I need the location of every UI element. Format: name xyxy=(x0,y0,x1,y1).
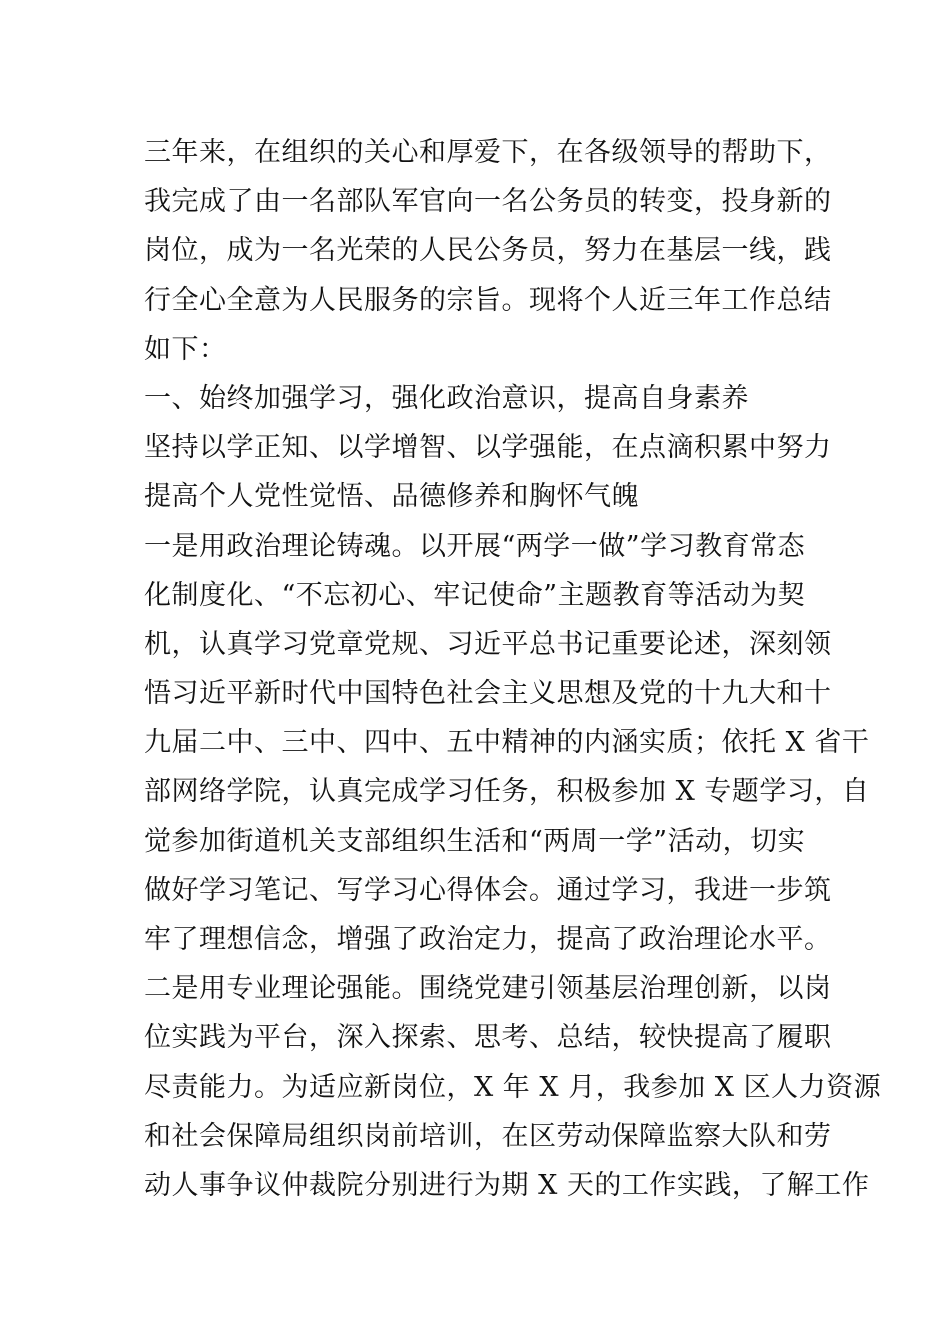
text-line: 和社会保障局组织岗前培训，在区劳动保障监察大队和劳 xyxy=(144,1120,832,1152)
text-line: 觉参加街道机关支部组织生活和“两周一学”活动，切实 xyxy=(144,825,806,857)
text-line: 牢了理想信念，增强了政治定力，提高了政治理论水平。 xyxy=(144,924,832,955)
text-line: 机，认真学习党章党规、习近平总书记重要论述，深刻领 xyxy=(144,628,832,660)
text-line: 位实践为平台，深入探索、思考、总结，较快提高了履职 xyxy=(144,1022,832,1054)
text-line: 部网络学院，认真完成学习任务，积极参加 X 专题学习，自 xyxy=(144,776,870,808)
text-line: 行全心全意为人民服务的宗旨。现将个人近三年工作总结 xyxy=(144,284,832,316)
text-line: 一是用政治理论铸魂。以开展“两学一做”学习教育常态 xyxy=(144,530,806,562)
text-line: 九届二中、三中、四中、五中精神的内涵实质；依托 X 省干 xyxy=(144,727,870,759)
text-line: 尽责能力。为适应新岗位，X 年 X 月，我参加 X 区人力资源 xyxy=(144,1071,882,1103)
text-line: 提高个人党性觉悟、品德修养和胸怀气魄 xyxy=(144,481,639,513)
text-line: 如下： xyxy=(144,333,227,365)
text-line: 化制度化、“不忘初心、牢记使命”主题教育等活动为契 xyxy=(144,579,806,611)
text-line: 动人事争议仲裁院分别进行为期 X 天的工作实践，了解工作 xyxy=(144,1169,870,1201)
text-line: 做好学习笔记、写学习心得体会。通过学习，我进一步筑 xyxy=(144,874,832,906)
text-line: 悟习近平新时代中国特色社会主义思想及党的十九大和十 xyxy=(144,678,832,710)
text-line: 二是用专业理论强能。围绕党建引领基层治理创新，以岗 xyxy=(144,973,832,1005)
text-line: 三年来，在组织的关心和厚爱下，在各级领导的帮助下， xyxy=(144,137,832,168)
section-heading: 一、始终加强学习，强化政治意识，提高自身素养 xyxy=(144,382,749,414)
document-body xyxy=(144,128,882,1210)
text-line: 我完成了由一名部队军官向一名公务员的转变，投身新的 xyxy=(144,186,832,218)
text-line: 岗位，成为一名光荣的人民公务员，努力在基层一线，践 xyxy=(144,235,832,267)
text-line: 坚持以学正知、以学增智、以学强能，在点滴积累中努力 xyxy=(144,432,832,464)
